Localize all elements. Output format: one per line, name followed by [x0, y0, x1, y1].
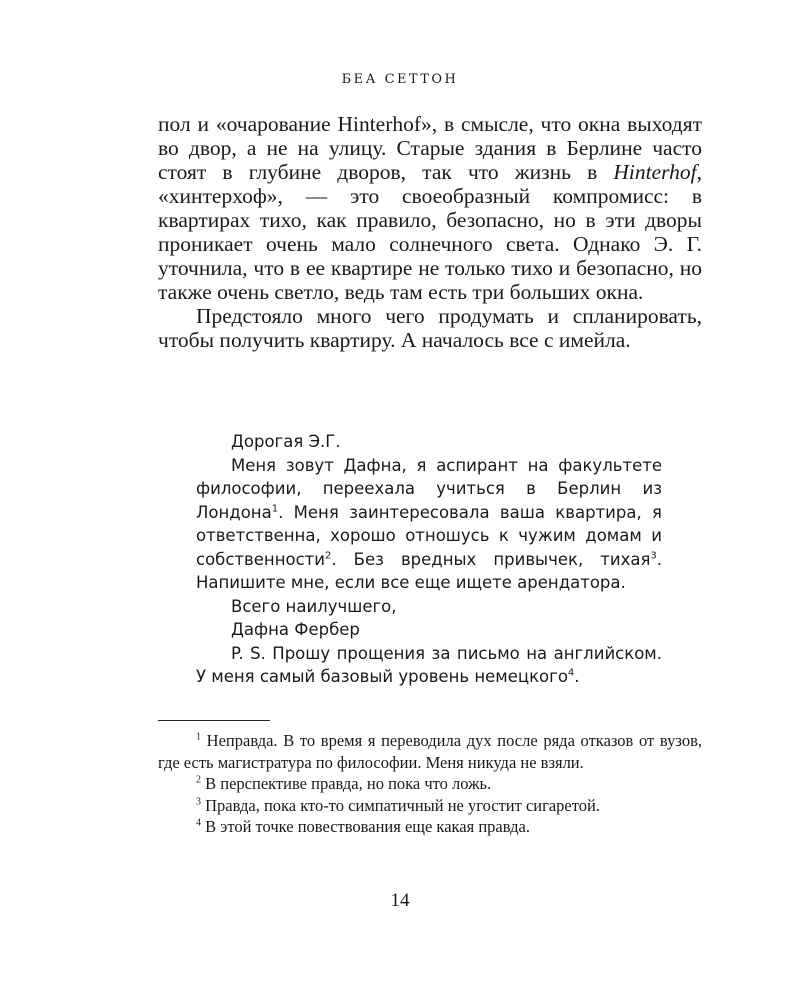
paragraph-1: пол и «очарование Hinterhof», в смысле, что окна выходят во двор, а не на улицу. Старые здания в Берлине часто стоят в глубине дворов, так что жизнь в Hinterhof, «хинтерхоф», — это своеобразный компромисс: в квартирах тихо, как правило, безопасно, но в эти дворы проникает очень мало солнечного света. Однако Э. Г. уточнила, что в ее квартире не только тихо и безопасно, но также очень светло, ведь там есть три больших окна.	[158, 112, 702, 304]
footnote-ref-3: 3	[650, 550, 657, 561]
footnote-ref-4: 4	[567, 667, 575, 679]
page-number: 14	[390, 890, 410, 911]
footnote: $^2$ В перспективе правда, но пока что ложь.	[196, 774, 492, 793]
footnotes	[158, 730, 702, 838]
paragraph-2: Предстояло много чего продумать и спланировать, чтобы получить квартиру. А началось все с имейла.	[158, 304, 702, 352]
letter-postscript: P. S. Прошу прощения за письмо на английском. У меня самый базовый уровень немецкого$^4$.	[196, 643, 662, 686]
footnote: $^1$ Неправда. В то время я переводила дух после ряда отказов от вузов, где есть магистратура по философии. Меня никуда не взяли.	[158, 731, 702, 772]
footnote-ref-2: 2	[324, 550, 332, 561]
footnote-divider	[158, 720, 270, 721]
footnote: $^3$ Правда, пока кто-то симпатичный не угостит сигаретой.	[196, 795, 600, 815]
footnote: $^4$ В этой точке повествования еще какая правда.	[196, 817, 530, 836]
italic-term: Hinterhof	[613, 160, 697, 184]
running-header: БЕА СЕТТОН	[341, 72, 459, 87]
letter-greeting: Дорогая Э.Г.	[231, 432, 341, 451]
letter-signoff: Всего наилучшего,	[231, 596, 397, 616]
letter-signature: Дафна Фербер	[231, 620, 360, 639]
footnote-ref-1: 1	[271, 503, 279, 514]
main-text	[158, 112, 702, 352]
email-letter	[196, 430, 662, 689]
letter-body: Меня зовут Дафна, я аспирант на факультете философии, переехала учиться в Берлин из Лондона$^1$. Меня заинтересовала ваша квартира, я ответственна, хорошо отношусь к чужим домам и собственности$^2$. Без вредных привычек, тихая$^3$. Напишите мне, если все еще ищете арендатора.	[196, 455, 662, 592]
